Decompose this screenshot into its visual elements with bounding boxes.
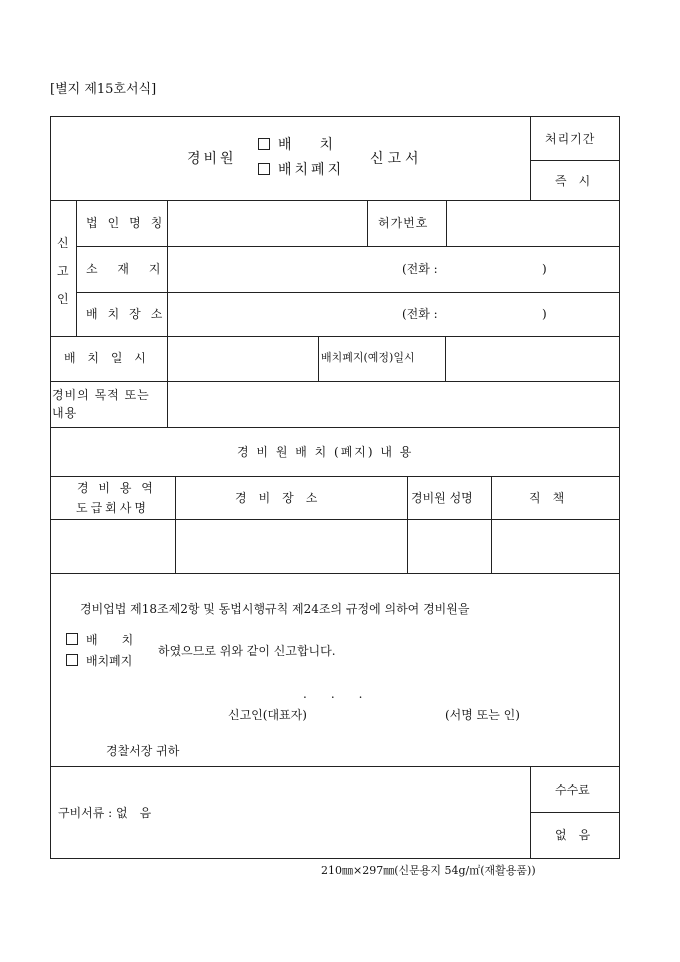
title-option-deploy: 배 치 xyxy=(258,138,333,152)
contractor-header-1: 경 비 용 역 xyxy=(77,481,156,495)
reporter-label: 신고인(대표자) xyxy=(228,708,307,722)
applicant-group-1: 신 xyxy=(57,236,69,250)
title-main: 경비원 xyxy=(187,151,237,167)
site-phone-label: (전화 : xyxy=(402,307,438,321)
form-number-label: [별지 제15호서식] xyxy=(50,82,157,97)
recipient-label: 경찰서장 귀하 xyxy=(106,744,180,758)
address-phone-close: ) xyxy=(542,262,547,276)
declaration-option-withdraw: 배치폐지 xyxy=(66,654,132,667)
position-header: 직 책 xyxy=(529,491,565,505)
place-header: 경 비 장 소 xyxy=(235,491,318,505)
required-docs: 구비서류 : 없 음 xyxy=(58,806,152,820)
checkbox-icon xyxy=(66,654,78,666)
fee-label: 수수료 xyxy=(555,783,590,797)
processing-period-value: 즉 시 xyxy=(555,174,591,188)
date-dots: . . . xyxy=(303,687,363,701)
address-label: 소 재 지 xyxy=(86,262,169,276)
guard-name-header: 경비원 성명 xyxy=(411,491,473,505)
signature-label: (서명 또는 인) xyxy=(445,708,520,722)
title-suffix: 신고서 xyxy=(370,151,423,167)
paper-spec: 210㎜×297㎜(신문용지 54g/㎡(재활용품)) xyxy=(321,864,536,877)
checkbox-icon xyxy=(258,138,270,150)
license-number-label: 허가번호 xyxy=(378,216,429,230)
fee-value: 없 음 xyxy=(555,828,591,842)
withdraw-date-label: 배치폐지(예정)일시 xyxy=(321,351,415,364)
title-option-withdraw: 배치폐지 xyxy=(258,163,344,177)
processing-period-label: 처리기간 xyxy=(545,132,596,146)
declaration-line1: 경비업법 제18조제2항 및 동법시행규칙 제24조의 규정에 의하여 경비원을 xyxy=(80,602,470,616)
section-title: 경 비 원 배 치 (폐지) 내 용 xyxy=(237,445,414,459)
declaration-line2: 하였으므로 위와 같이 신고합니다. xyxy=(158,644,336,658)
purpose-label: 경비의 목적 또는 내용 xyxy=(52,388,150,420)
applicant-group-3: 인 xyxy=(57,292,69,306)
address-phone-label: (전화 : xyxy=(402,262,438,276)
corp-name-label: 법인명칭 xyxy=(86,216,173,230)
site-phone-close: ) xyxy=(542,307,547,321)
contractor-header-2: 도급회사명 xyxy=(76,501,149,515)
declaration-option-deploy: 배 치 xyxy=(66,633,133,646)
site-label: 배치장소 xyxy=(86,307,173,321)
applicant-group-2: 고 xyxy=(57,264,69,278)
deploy-date-label: 배 치 일 시 xyxy=(64,351,150,365)
checkbox-icon xyxy=(258,163,270,175)
checkbox-icon xyxy=(66,633,78,645)
